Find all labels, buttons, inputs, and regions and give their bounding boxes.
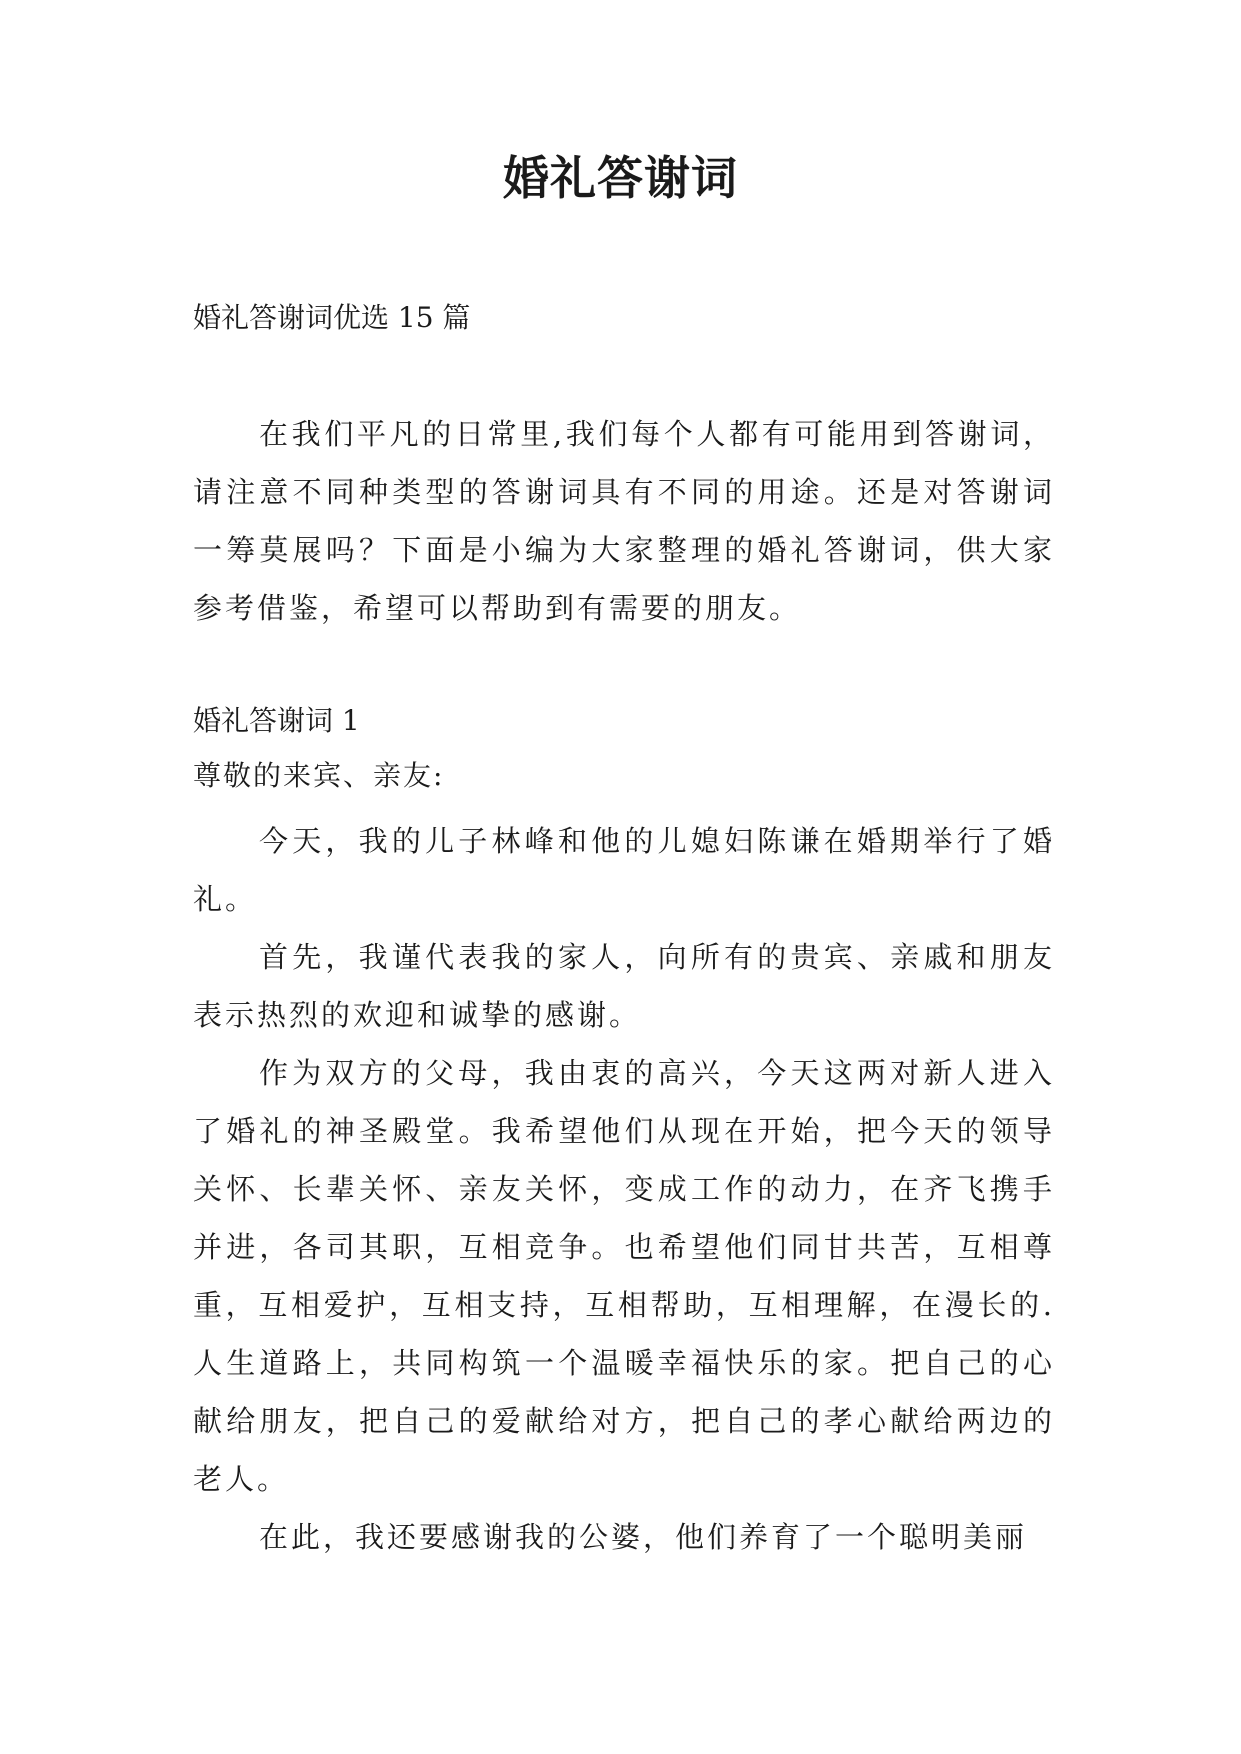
speech-paragraph: 今天，我的儿子林峰和他的儿媳妇陈谦在婚期举行了婚礼。 [193,824,1055,916]
speech-paragraph: 首先，我谨代表我的家人，向所有的贵宾、亲戚和朋友表示热烈的欢迎和诚挚的感谢。 [193,940,1055,1032]
speech-paragraph: 在此，我还要感谢我的公婆，他们养育了一个聪明美丽 [259,1520,1028,1554]
speech-paragraph: 作为双方的父母，我由衷的高兴，今天这两对新人进入了婚礼的神圣殿堂。我希望他们从现在开始，把今天的领导关怀、长辈关怀、亲友关怀，变成工作的动力，在齐飞携手并进，各司其职，互相竞争。也希望他们同甘共苦，互相尊重，互相爱护，互相支持，互相帮助，互相理解，在漫长的.人生道路上，共同构筑一个温暖幸福快乐的家。把自己的心献给朋友，把自己的爱献给对方，把自己的孝心献给两边的老人。 [193,1056,1055,1496]
document-title: 婚礼答谢词 [503,151,738,205]
speech-body [193,812,1055,1566]
document-subtitle: 婚礼答谢词优选 15 篇 [193,301,471,334]
intro-paragraph: 在我们平凡的日常里,我们每个人都有可能用到答谢词，请注意不同种类型的答谢词具有不同的用途。还是对答谢词一筹莫展吗？下面是小编为大家整理的婚礼答谢词，供大家参考借鉴，希望可以帮助到有需要的朋友。 [193,417,1055,625]
section-heading: 婚礼答谢词 1 [193,704,360,737]
salutation: 尊敬的来宾、亲友: [193,759,445,792]
